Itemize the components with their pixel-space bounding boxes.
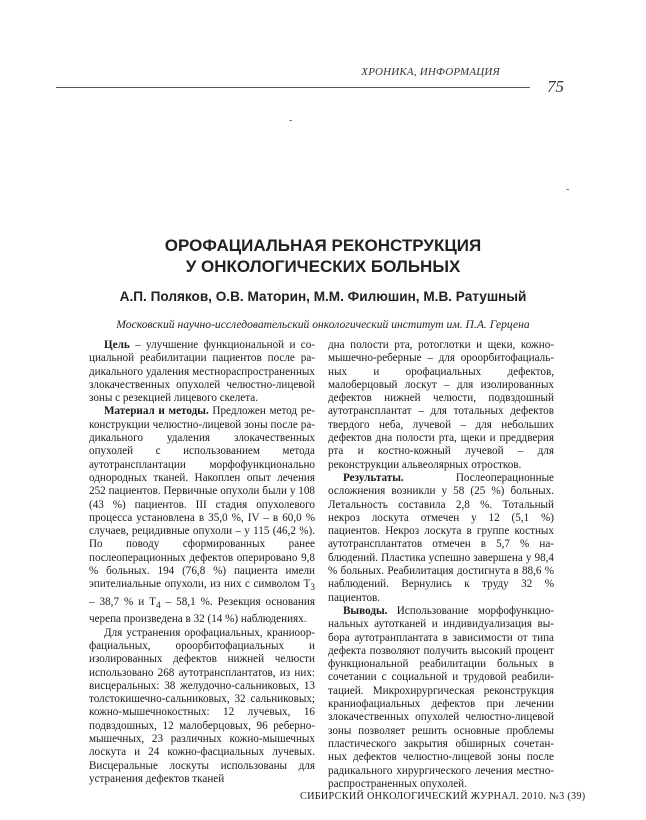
dash-mark: -	[289, 115, 293, 126]
continuation-paragraph: дна полости рта, ротоглотки и щеки, кожно-мышечно-реберные – для ороорбитофациальных и орофациальных дефектов, малоберцовый лоскут – для изолированных дефектов нижней челюсти, подвздошный аутотрансплантат – для тотальных дефектов твердого неба, лучевой – для небольших дефектов дна полости рта, щеки и преддверия рта и костно-кожный лучевой – для реконструкции альвеолярных отростков.	[328, 339, 554, 471]
conclusions-text: Использование морфофункциональных аутотканей и индивидуализация выбора аутотранплантата в зависимости от типа дефекта позволяют получить высокий процент функциональной реабилитации больных в сочетании с социальной и трудовой реабилитацией. Микрохирургическая реконструкция краниофациальных дефектов при лечении злокачественных опухолей челюстно-лицевой зоны позволяет решить основные проблемы пластического закрытия обширных сочетанных дефектов челюстно-лицевой зоны после радикального хирургического лечения местнораспространенных опухолей.	[328, 604, 554, 790]
results-text: Послеоперационные осложнения возникли у 58 (25 %) больных. Летальность составила 2,8 %. Тотальный некроз лоскута отмечен у 12 (5,1 %) пациентов. Некроз лоскута в группе костных аутотрансплантатов отмечен в 5,7 % наблюдений. Пластика успешно завершена у 98,4 % больных. Реабилитация достигнута в 88,6 % наблюдений. Вернулись к труду 32 % пациентов.	[328, 471, 554, 604]
defects-paragraph: Для устранения орофациальных, краниоорфациальных, ороорбитофациальных и изолированных дефектов нижней челюсти использовано 268 аутотрансплантатов, из них: висцеральных: 38 желудочно-сальниковых, 13 толстокишечно-сальниковых, 32 сальниковых; кожно-мышечнокостных: 12 лучевых, 16 подвздошных, 12 малоберцовых, 96 реберно-мышечных, 23 различных кожно-мышечных лоскута и 24 кожно-фасциальных лучевых. Висцеральные лоскуты использованы для устранения дефектов тканей	[89, 626, 315, 785]
dash-mark: -	[566, 184, 570, 195]
conclusions-paragraph	[328, 605, 554, 791]
methods-text-c: – 58,1 %. Резекция основания черепа произведена в 32 (14 %) наблюдениях.	[89, 595, 315, 626]
conclusions-label: Выводы.	[343, 604, 388, 617]
results-label: Результаты.	[343, 471, 404, 484]
aim-label: Цель	[104, 339, 130, 351]
methods-text-a: Предложен метод реконструкции челюстно-лицевой зоны после радикального удаления злокачественных опухолей с использованием метода аутотрансплантации морфофункционально однородных тканей. Накоплен опыт лечения 252 пациентов. Первичные опухоли были у 108 (43 %) пациентов. III стадия опухолевого процесса установлена в 35,0 %, IV – в 60,0 % случаев, рецидивные опухоли – у 115 (46,2 %). По поводу сформированных ранее послеоперационных дефектов оперировано 9,8 % больных. 194 (76,8 %) пациента имели эпителиальные опухоли, из них с символом T	[89, 405, 315, 591]
page-number: 75	[547, 77, 564, 96]
t4-subscript: 4	[156, 601, 161, 612]
left-column	[89, 339, 315, 786]
right-column	[328, 339, 554, 791]
institution: Московский научно-исследовательский онкологический институт им. П.А. Герцена	[116, 318, 530, 331]
title-line-1: ОРОФАЦИАЛЬНАЯ РЕКОНСТРУКЦИЯ	[164, 236, 482, 255]
results-paragraph	[328, 472, 554, 605]
title-line-2: У ОНКОЛОГИЧЕСКИХ БОЛЬНЫХ	[185, 257, 461, 276]
aim-paragraph	[89, 339, 315, 405]
methods-paragraph	[89, 405, 315, 626]
article-title	[0, 235, 646, 277]
methods-text-b: – 38,7 % и T	[89, 595, 156, 608]
header-rule	[56, 87, 530, 88]
running-header-section: ХРОНИКА, ИНФОРМАЦИЯ	[361, 66, 500, 78]
methods-label: Материал и методы.	[104, 405, 209, 418]
t3-subscript: 3	[310, 583, 315, 594]
authors: А.П. Поляков, О.В. Маторин, М.М. Филюшин, М.В. Ратушный	[119, 289, 527, 304]
aim-text: – улучшение функциональной и социальной реабилитации пациентов после радикального удаления местнораспространенных злокачественных опухолей челюстно-лицевой зоны с резекцией лицевого скелета.	[89, 339, 315, 405]
journal-footer: СИБИРСКИЙ ОНКОЛОГИЧЕСКИЙ ЖУРНАЛ. 2010. №3 (39)	[300, 791, 586, 802]
